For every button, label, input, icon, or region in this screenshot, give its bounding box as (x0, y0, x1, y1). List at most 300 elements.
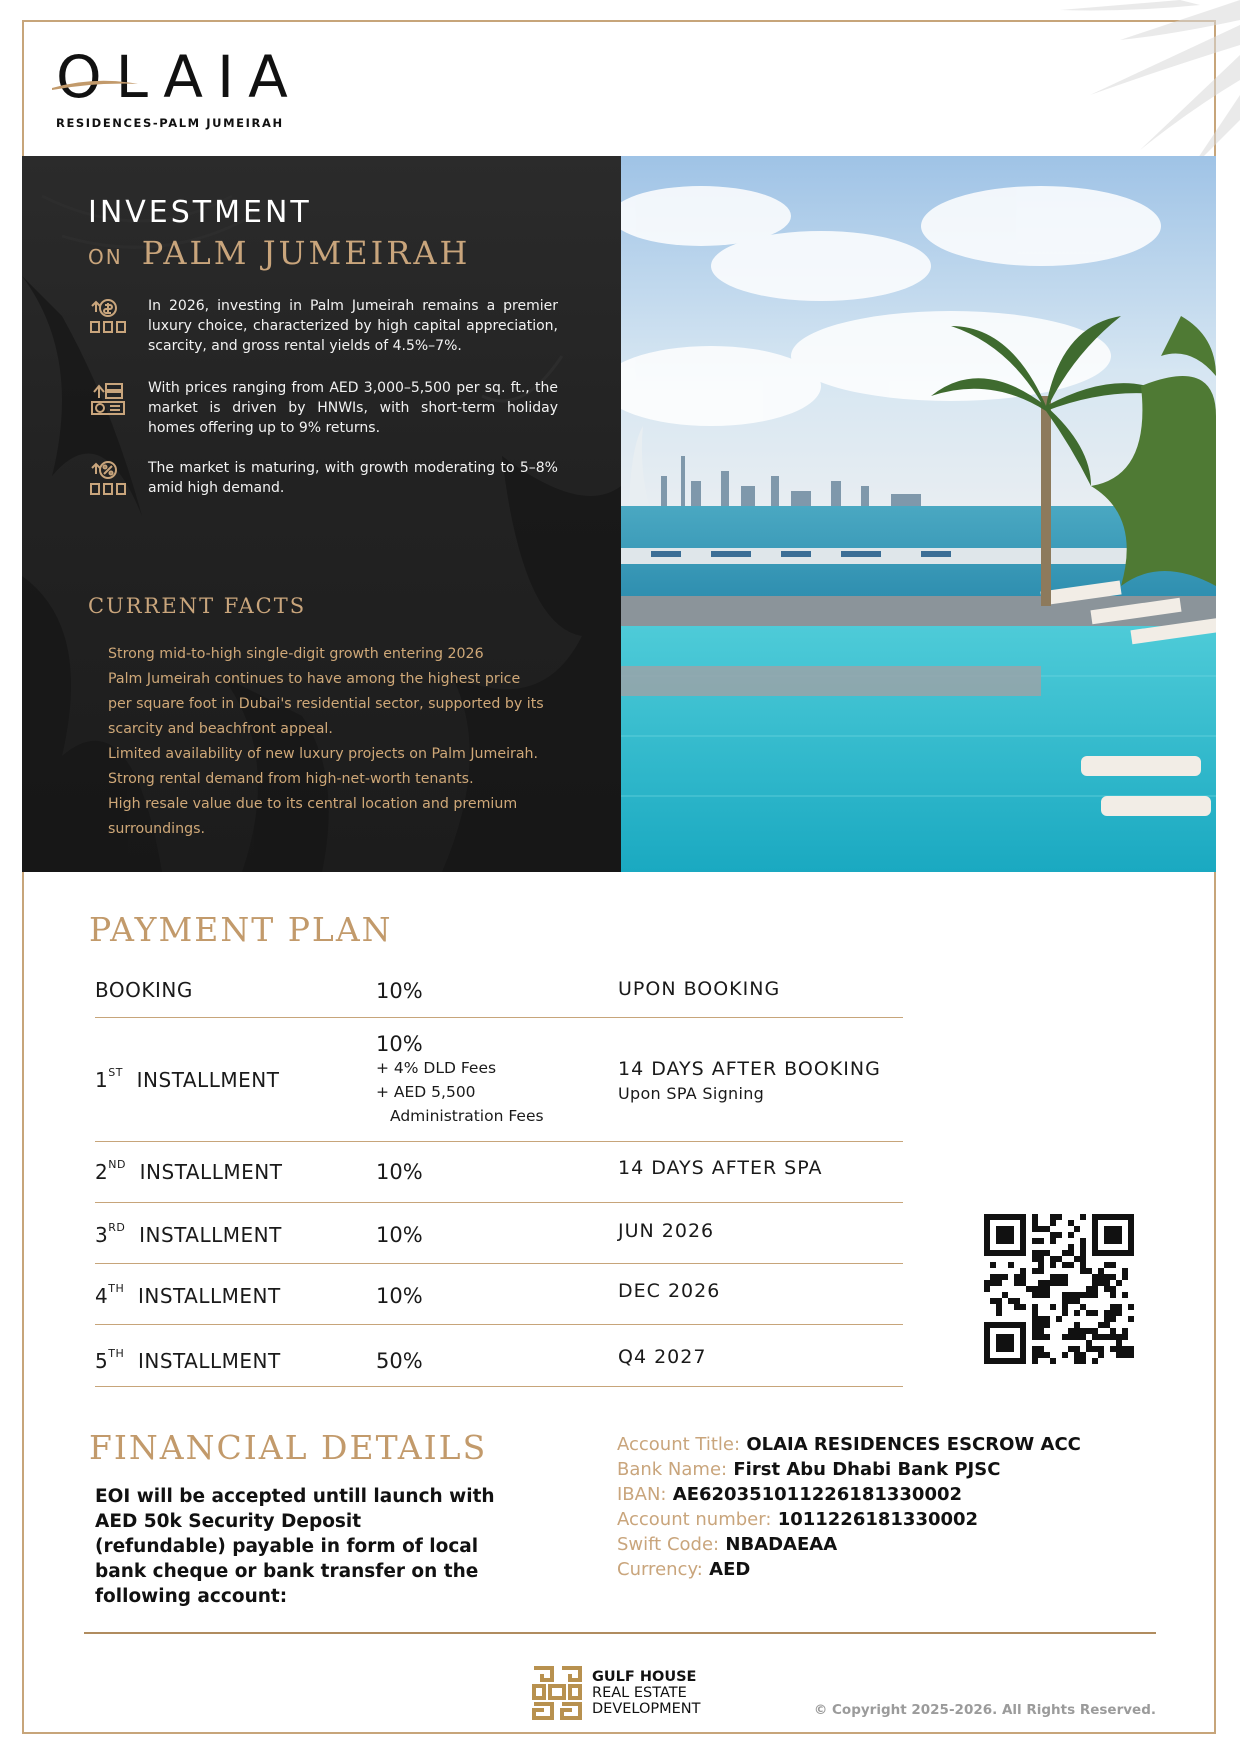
qr-module (1092, 1220, 1098, 1226)
qr-module (1092, 1280, 1098, 1286)
qr-module (1080, 1268, 1086, 1274)
qr-module (1020, 1268, 1026, 1274)
qr-module (1104, 1232, 1110, 1238)
qr-module (1050, 1358, 1056, 1364)
payment-label-text: INSTALLMENT (136, 1068, 280, 1092)
qr-module (1110, 1262, 1116, 1268)
qr-module (984, 1244, 990, 1250)
payment-percent: 10% (376, 1032, 423, 1056)
qr-module (1002, 1292, 1008, 1298)
qr-module (1038, 1322, 1044, 1328)
qr-module (1092, 1274, 1098, 1280)
qr-module (1020, 1352, 1026, 1358)
percent-growth-icon (88, 458, 128, 498)
qr-module (1122, 1250, 1128, 1256)
facts-line: Palm Jumeirah continues to have among the highest price (108, 671, 521, 687)
qr-module (1014, 1322, 1020, 1328)
logo-wordmark: OLAIA (56, 43, 302, 111)
qr-module (1032, 1304, 1038, 1310)
qr-module (1020, 1238, 1026, 1244)
payment-due: 14 DAYS AFTER SPA (618, 1157, 823, 1179)
qr-module (1068, 1328, 1074, 1334)
qr-module (1002, 1334, 1008, 1340)
qr-module (1098, 1214, 1104, 1220)
payment-label-num: 1 (95, 1068, 109, 1092)
qr-module (1062, 1292, 1068, 1298)
qr-module (1032, 1310, 1038, 1316)
qr-module (1008, 1298, 1014, 1304)
olaia-logo (56, 43, 302, 130)
qr-module (1062, 1334, 1068, 1340)
qr-module (1122, 1292, 1128, 1298)
payment-label-num: 2 (95, 1160, 109, 1184)
qr-module (1044, 1316, 1050, 1322)
qr-module (1032, 1250, 1038, 1256)
qr-module (1086, 1292, 1092, 1298)
qr-module (1008, 1250, 1014, 1256)
qr-module (1068, 1244, 1074, 1250)
qr-module (1080, 1262, 1086, 1268)
account-row (617, 1532, 1081, 1557)
qr-module (1074, 1346, 1080, 1352)
qr-module (1080, 1238, 1086, 1244)
qr-module (1008, 1226, 1014, 1232)
qr-module (984, 1250, 990, 1256)
qr-module (990, 1322, 996, 1328)
payment-label-num: 4 (95, 1284, 109, 1308)
qr-module (1014, 1274, 1020, 1280)
qr-module (1020, 1334, 1026, 1340)
qr-module (996, 1238, 1002, 1244)
qr-module (1098, 1280, 1104, 1286)
qr-module (1038, 1328, 1044, 1334)
qr-module (1014, 1250, 1020, 1256)
hero-section (22, 156, 1216, 872)
payment-label-ordinal: ND (108, 1158, 126, 1171)
facts-line: Strong rental demand from high-net-worth tenants. (108, 771, 474, 787)
qr-module (1008, 1214, 1014, 1220)
qr-module (1110, 1238, 1116, 1244)
qr-module (1080, 1292, 1086, 1298)
qr-module (1110, 1316, 1116, 1322)
financial-description: EOI will be accepted untill launch with AED 50k Security Deposit (refundable) payable in form of local bank cheque or bank transfer on the following account: (95, 1486, 495, 1607)
account-key: IBAN: (617, 1484, 667, 1505)
qr-module (1038, 1238, 1044, 1244)
account-row (617, 1482, 1081, 1507)
qr-module (1038, 1352, 1044, 1358)
qr-module (996, 1214, 1002, 1220)
qr-module (1122, 1346, 1128, 1352)
qr-module (1008, 1334, 1014, 1340)
qr-module (1110, 1226, 1116, 1232)
qr-module (990, 1280, 996, 1286)
qr-module (1032, 1286, 1038, 1292)
qr-module (1068, 1262, 1074, 1268)
qr-module (1038, 1250, 1044, 1256)
qr-module (984, 1214, 990, 1220)
investment-item (88, 458, 558, 498)
payment-row (95, 1325, 903, 1387)
qr-module (1032, 1358, 1038, 1364)
qr-module (1116, 1310, 1122, 1316)
qr-module (1074, 1298, 1080, 1304)
qr-module (1062, 1304, 1068, 1310)
qr-module (984, 1280, 990, 1286)
payment-due: DEC 2026 (618, 1280, 721, 1302)
qr-module (1128, 1214, 1134, 1220)
investment-item-text: In 2026, investing in Palm Jumeirah remains a premier luxury choice, characterized by high capital appreciation, scarcity, and gross rental yields of 4.5%–7%. (148, 298, 558, 354)
account-key: Currency: (617, 1559, 703, 1580)
qr-module (1086, 1310, 1092, 1316)
qr-module (1128, 1220, 1134, 1226)
qr-module (1050, 1220, 1056, 1226)
qr-module (1044, 1334, 1050, 1340)
qr-module (1002, 1238, 1008, 1244)
price-stack-icon (88, 378, 128, 418)
qr-module (1002, 1226, 1008, 1232)
payment-row (95, 1142, 903, 1203)
facts-list (108, 642, 578, 842)
qr-module (1098, 1268, 1104, 1274)
qr-module (1122, 1268, 1128, 1274)
payment-row (95, 960, 903, 1018)
facts-line: Limited availability of new luxury projects on Palm Jumeirah. (108, 746, 539, 762)
investment-panel (22, 156, 621, 872)
qr-module (1116, 1226, 1122, 1232)
qr-module (1038, 1286, 1044, 1292)
qr-code[interactable] (984, 1214, 1134, 1364)
payment-due: Q4 2027 (618, 1346, 707, 1368)
payment-fee-line: + AED 5,500 (376, 1083, 476, 1101)
qr-module (984, 1346, 990, 1352)
qr-module (996, 1358, 1002, 1364)
account-row (617, 1507, 1081, 1532)
qr-module (1032, 1238, 1038, 1244)
investment-heading (88, 196, 470, 272)
investment-title: INVESTMENT (88, 195, 312, 230)
payment-label (95, 1223, 282, 1247)
qr-module (1044, 1280, 1050, 1286)
payment-percent-block (376, 1032, 544, 1128)
investment-place: PALM JUMEIRAH (141, 234, 471, 272)
payment-label-text: BOOKING (95, 978, 193, 1002)
qr-module (1080, 1334, 1086, 1340)
payment-percent: 10% (376, 1284, 423, 1308)
qr-module (1074, 1328, 1080, 1334)
gulf-house-name (592, 1669, 701, 1717)
qr-module (1122, 1274, 1128, 1280)
qr-module (1020, 1274, 1026, 1280)
qr-module (1104, 1250, 1110, 1256)
qr-module (1128, 1346, 1134, 1352)
qr-module (1038, 1334, 1044, 1340)
qr-module (1128, 1238, 1134, 1244)
qr-module (1110, 1292, 1116, 1298)
qr-module (1074, 1226, 1080, 1232)
qr-module (1008, 1322, 1014, 1328)
qr-module (984, 1334, 990, 1340)
investment-on: ON (88, 245, 123, 269)
investment-item-text: The market is maturing, with growth moderating to 5–8% amid high demand. (148, 460, 558, 496)
qr-module (984, 1352, 990, 1358)
qr-module (1080, 1256, 1086, 1262)
qr-module (1020, 1226, 1026, 1232)
qr-module (1122, 1214, 1128, 1220)
payment-percent: 10% (376, 1160, 423, 1184)
qr-module (990, 1250, 996, 1256)
qr-module (1104, 1262, 1110, 1268)
payment-label-ordinal: TH (108, 1347, 125, 1360)
payment-due: JUN 2026 (618, 1220, 715, 1242)
qr-module (1116, 1232, 1122, 1238)
payment-label-text: INSTALLMENT (137, 1284, 281, 1308)
qr-module (1080, 1304, 1086, 1310)
qr-module (1098, 1274, 1104, 1280)
qr-module (996, 1334, 1002, 1340)
qr-module (996, 1340, 1002, 1346)
qr-module (1032, 1352, 1038, 1358)
qr-module (1020, 1304, 1026, 1310)
payment-due: UPON BOOKING (618, 978, 781, 1000)
qr-module (1080, 1214, 1086, 1220)
qr-module (1128, 1232, 1134, 1238)
logo-tagline: RESIDENCES-PALM JUMEIRAH (56, 116, 284, 130)
qr-module (1116, 1352, 1122, 1358)
account-key: Account number: (617, 1509, 772, 1530)
payment-percent: 10% (376, 1223, 423, 1247)
qr-module (1056, 1274, 1062, 1280)
qr-module (984, 1232, 990, 1238)
qr-module (1068, 1346, 1074, 1352)
account-value: First Abu Dhabi Bank PJSC (733, 1459, 1001, 1480)
qr-module (1104, 1274, 1110, 1280)
facts-title: CURRENT FACTS (88, 594, 307, 618)
qr-module (1050, 1304, 1056, 1310)
qr-module (1104, 1238, 1110, 1244)
qr-module (1098, 1346, 1104, 1352)
payment-label (95, 1349, 281, 1373)
qr-module (1116, 1214, 1122, 1220)
qr-module (1056, 1316, 1062, 1322)
gulf-house-line1: GULF HOUSE (592, 1669, 697, 1685)
account-value: 1011226181330002 (777, 1509, 979, 1530)
qr-module (1032, 1268, 1038, 1274)
qr-module (1074, 1256, 1080, 1262)
qr-module (1128, 1304, 1134, 1310)
account-row (617, 1432, 1081, 1457)
qr-module (1056, 1214, 1062, 1220)
qr-module (1044, 1226, 1050, 1232)
qr-module (1020, 1244, 1026, 1250)
qr-module (1044, 1292, 1050, 1298)
qr-module (996, 1250, 1002, 1256)
qr-module (1056, 1256, 1062, 1262)
qr-module (1116, 1334, 1122, 1340)
qr-module (1044, 1322, 1050, 1328)
qr-module (1104, 1286, 1110, 1292)
payment-plan-title: PAYMENT PLAN (89, 910, 393, 949)
qr-module (1080, 1244, 1086, 1250)
qr-module (1116, 1280, 1122, 1286)
qr-module (1068, 1292, 1074, 1298)
qr-module (1020, 1280, 1026, 1286)
qr-module (1092, 1214, 1098, 1220)
qr-module (984, 1226, 990, 1232)
payment-fee-line: + 4% DLD Fees (376, 1059, 497, 1077)
qr-module (1020, 1340, 1026, 1346)
qr-module (1032, 1292, 1038, 1298)
qr-module (1086, 1268, 1092, 1274)
qr-module (1092, 1346, 1098, 1352)
investment-item (88, 296, 558, 356)
payment-label (95, 978, 193, 1002)
footer-divider (84, 1632, 1156, 1634)
qr-module (1008, 1346, 1014, 1352)
payment-label-ordinal: TH (108, 1282, 125, 1295)
qr-module (1104, 1226, 1110, 1232)
qr-module (1050, 1232, 1056, 1238)
qr-module (1044, 1286, 1050, 1292)
qr-module (1002, 1232, 1008, 1238)
qr-module (1032, 1214, 1038, 1220)
qr-module (996, 1304, 1002, 1310)
qr-module (1104, 1280, 1110, 1286)
gulf-house-mark (530, 1664, 584, 1722)
qr-module (1020, 1220, 1026, 1226)
pool-scene (621, 156, 1216, 872)
coin-growth-icon (88, 296, 128, 336)
qr-module (1050, 1238, 1056, 1244)
payment-row (95, 1203, 903, 1264)
qr-module (1086, 1286, 1092, 1292)
qr-module (1080, 1328, 1086, 1334)
qr-module (1092, 1238, 1098, 1244)
qr-module (1122, 1328, 1128, 1334)
qr-module (996, 1232, 1002, 1238)
qr-module (984, 1286, 990, 1292)
qr-module (1062, 1262, 1068, 1268)
qr-module (984, 1340, 990, 1346)
qr-module (996, 1310, 1002, 1316)
qr-module (1080, 1358, 1086, 1364)
investment-item-text: With prices ranging from AED 3,000–5,500 per sq. ft., the market is driven by HNWIs, with short-term holiday homes offering up to 9% returns. (148, 380, 558, 436)
account-details (617, 1432, 1081, 1582)
qr-module (1110, 1286, 1116, 1292)
qr-module (1074, 1292, 1080, 1298)
qr-module (1074, 1310, 1080, 1316)
qr-module (1104, 1322, 1110, 1328)
qr-module (1110, 1274, 1116, 1280)
qr-module (1014, 1280, 1020, 1286)
qr-module (1068, 1334, 1074, 1340)
qr-module (1098, 1352, 1104, 1358)
qr-module (1056, 1280, 1062, 1286)
facts-line: Strong mid-to-high single-digit growth entering 2026 (108, 646, 484, 662)
qr-module (1014, 1298, 1020, 1304)
qr-module (990, 1262, 996, 1268)
qr-module (1038, 1292, 1044, 1298)
qr-module (1074, 1352, 1080, 1358)
payment-label-text: INSTALLMENT (137, 1349, 281, 1373)
qr-module (1062, 1298, 1068, 1304)
qr-module (1032, 1346, 1038, 1352)
gulf-house-line3: DEVELOPMENT (592, 1701, 701, 1717)
payment-row (95, 1018, 903, 1142)
account-row (617, 1457, 1081, 1482)
qr-module (1116, 1346, 1122, 1352)
payment-due-block (618, 1058, 881, 1103)
qr-module (1068, 1220, 1074, 1226)
qr-module (1032, 1226, 1038, 1232)
qr-module (1044, 1352, 1050, 1358)
payment-row (95, 1264, 903, 1325)
qr-module (1014, 1358, 1020, 1364)
qr-module (1038, 1316, 1044, 1322)
payment-fee-line: Administration Fees (390, 1107, 544, 1125)
qr-module (1110, 1304, 1116, 1310)
account-key: Bank Name: (617, 1459, 728, 1480)
qr-module (1128, 1316, 1134, 1322)
qr-module (1080, 1250, 1086, 1256)
qr-module (1020, 1250, 1026, 1256)
qr-module (1062, 1280, 1068, 1286)
qr-module (1092, 1358, 1098, 1364)
qr-module (1110, 1232, 1116, 1238)
qr-module (1050, 1274, 1056, 1280)
facts-line: surroundings. (108, 821, 205, 837)
copyright: © Copyright 2025-2026. All Rights Reserved. (813, 1702, 1156, 1718)
payment-label-ordinal: ST (108, 1066, 123, 1079)
account-key: Account Title: (617, 1434, 741, 1455)
logo-swoosh (50, 78, 140, 92)
qr-module (1008, 1358, 1014, 1364)
qr-module (1092, 1310, 1098, 1316)
qr-module (1020, 1232, 1026, 1238)
qr-module (996, 1322, 1002, 1328)
qr-module (990, 1358, 996, 1364)
qr-module (1002, 1250, 1008, 1256)
qr-module (984, 1220, 990, 1226)
qr-module (1032, 1316, 1038, 1322)
qr-module (1128, 1226, 1134, 1232)
qr-module (1116, 1304, 1122, 1310)
qr-module (1038, 1346, 1044, 1352)
qr-module (1002, 1358, 1008, 1364)
qr-module (1110, 1310, 1116, 1316)
account-value: AE620351011226181330002 (672, 1484, 963, 1505)
qr-module (1092, 1286, 1098, 1292)
gulf-house-line2: REAL ESTATE (592, 1685, 687, 1701)
qr-module (1074, 1358, 1080, 1364)
qr-module (990, 1274, 996, 1280)
qr-module (1008, 1238, 1014, 1244)
qr-module (996, 1298, 1002, 1304)
qr-module (1116, 1340, 1122, 1346)
qr-module (1002, 1214, 1008, 1220)
payment-due: 14 DAYS AFTER BOOKING (618, 1058, 881, 1080)
qr-module (1020, 1322, 1026, 1328)
qr-module (1104, 1334, 1110, 1340)
facts-line: scarcity and beachfront appeal. (108, 721, 333, 737)
account-value: OLAIA RESIDENCES ESCROW ACC (746, 1434, 1081, 1455)
qr-module (984, 1358, 990, 1364)
qr-module (1050, 1280, 1056, 1286)
facts-line: per square foot in Dubai's residential sector, supported by its (108, 696, 544, 712)
payment-label (95, 1068, 279, 1092)
qr-module (1038, 1262, 1044, 1268)
qr-module (984, 1322, 990, 1328)
qr-module (1104, 1310, 1110, 1316)
